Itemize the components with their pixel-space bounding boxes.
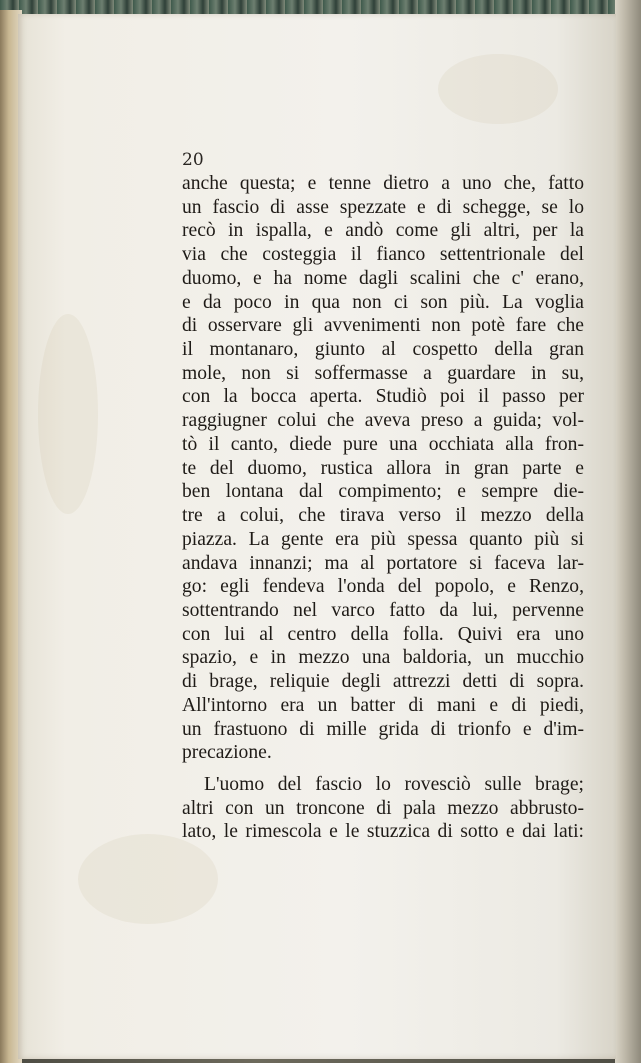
text-line: tre a colui, che tirava verso il mezzo della — [182, 505, 584, 527]
book-cover-edge-top — [0, 0, 641, 14]
text-line: con lui al centro della folla. Quivi era uno — [182, 623, 584, 645]
paragraph — [182, 773, 584, 844]
text-line: lato, le rimescola e le stuzzica di sotto e dai lati: — [182, 821, 584, 843]
text-line: di osservare gli avvenimenti non potè fare che — [182, 315, 584, 337]
text-line: go: egli fendeva l'onda del popolo, e Renzo, — [182, 576, 584, 598]
text-line: recò in ispalla, e andò come gli altri, per la — [182, 220, 584, 242]
text-line: andava innanzi; ma al portatore si faceva lar- — [182, 552, 584, 574]
paragraph — [182, 172, 584, 765]
text-line: di brage, reliquie degli attrezzi detti di sopra. — [182, 671, 584, 693]
text-line: e da poco in qua non ci son più. La voglia — [182, 291, 584, 313]
text-line: un fascio di asse spezzate e di schegge, se lo — [182, 196, 584, 218]
page-number: 20 — [182, 150, 204, 170]
paper-stain — [438, 54, 558, 124]
text-line: mole, non si soffermasse a guardare in su, — [182, 362, 584, 384]
text-line: ben lontana dal compimento; e sempre die- — [182, 481, 584, 503]
paper-stain — [38, 314, 98, 514]
text-line: te del duomo, rustica allora in gran parte e — [182, 457, 584, 479]
paper-stain — [78, 834, 218, 924]
page-stack-edge — [615, 0, 641, 1063]
text-line: altri con un troncone di pala mezzo abbrusto- — [182, 797, 584, 819]
text-line: con la bocca aperta. Studiò poi il passo per — [182, 386, 584, 408]
text-line: All'intorno era un batter di mani e di piedi, — [182, 694, 584, 716]
text-line: spazio, e in mezzo una baldoria, un mucchio — [182, 647, 584, 669]
text-line: un frastuono di mille grida di trionfo e d'im- — [182, 718, 584, 740]
text-line: duomo, e ha nome dagli scalini che c' erano, — [182, 267, 584, 289]
text-line: tò il canto, diede pure una occhiata alla fron- — [182, 433, 584, 455]
text-line: piazza. La gente era più spessa quanto più si — [182, 528, 584, 550]
text-line: sottentrando nel varco fatto da lui, pervenne — [182, 599, 584, 621]
paragraph-gap — [182, 765, 584, 773]
text-line: anche questa; e tenne dietro a uno che, fatto — [182, 173, 584, 194]
text-line: L'uomo del fascio lo rovesciò sulle brage; — [204, 773, 584, 795]
text-line: il montanaro, giunto al cospetto della gran — [182, 339, 584, 361]
body-text — [182, 172, 584, 844]
text-line: raggiugner colui che aveva preso a guida; vol- — [182, 410, 584, 432]
text-line: precazione. — [182, 742, 272, 764]
text-line: via che costeggia il fianco settentrionale del — [182, 244, 584, 266]
